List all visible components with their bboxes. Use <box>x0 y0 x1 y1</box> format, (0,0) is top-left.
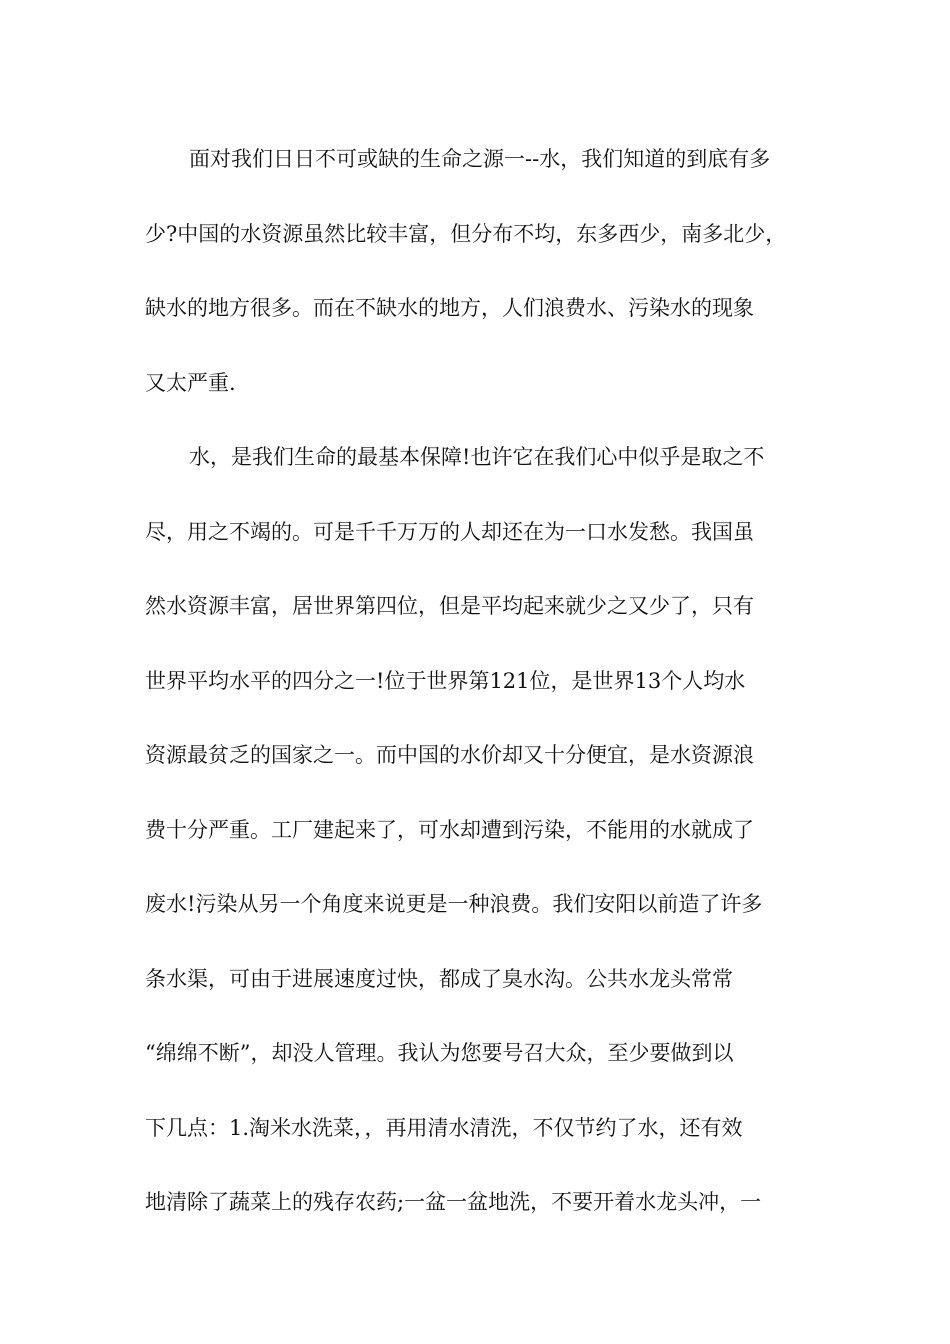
text-line: 尽，用之不竭的。可是千千万万的人却还在为一口水发愁。我国虽 <box>145 519 754 544</box>
text-line: 下几点：1.淘米水洗菜，，再用清水清洗，不仅节约了水，还有效 <box>145 1115 743 1140</box>
document-body <box>145 122 805 1240</box>
text-line: 然水资源丰富，居世界第四位，但是平均起来就少之又少了，只有 <box>145 594 754 618</box>
text-line: 费十分严重。工厂建起来了，可水却遭到污染，不能用的水就成了 <box>145 817 754 842</box>
text-line: 条水渠，可由于进展速度过快，都成了臭水沟。公共水龙头常常 <box>145 966 733 991</box>
text-line: 水，是我们生命的最基本保障!也许它在我们心中似乎是取之不 <box>189 445 765 469</box>
text-line: 世界平均水平的四分之一!位于世界第121位，是世界13个人均水 <box>145 668 746 693</box>
text-line: 少?中国的水资源虽然比较丰富，但分布不均，东多西少，南多北少， <box>145 221 787 246</box>
text-line: 资源最贫乏的国家之一。而中国的水价却又十分便宜，是水资源浪 <box>145 743 754 767</box>
paragraph-1 <box>145 122 805 420</box>
text-line: 缺水的地方很多。而在不缺水的地方，人们浪费水、污染水的现象 <box>145 296 754 320</box>
text-line: 地清除了蔬菜上的残存农药;一盆一盆地洗，不要开着水龙头冲，一 <box>145 1190 762 1214</box>
text-line: “绵绵不断”，却没人管理。我认为您要号召大众，至少要做到以 <box>145 1041 734 1065</box>
paragraph-2 <box>145 420 805 1240</box>
text-line: 面对我们日日不可或缺的生命之源一--水，我们知道的到底有多 <box>189 147 771 171</box>
text-line: 废水!污染从另一个角度来说更是一种浪费。我们安阳以前造了许多 <box>145 892 763 916</box>
text-line: 又太严重. <box>145 370 236 395</box>
